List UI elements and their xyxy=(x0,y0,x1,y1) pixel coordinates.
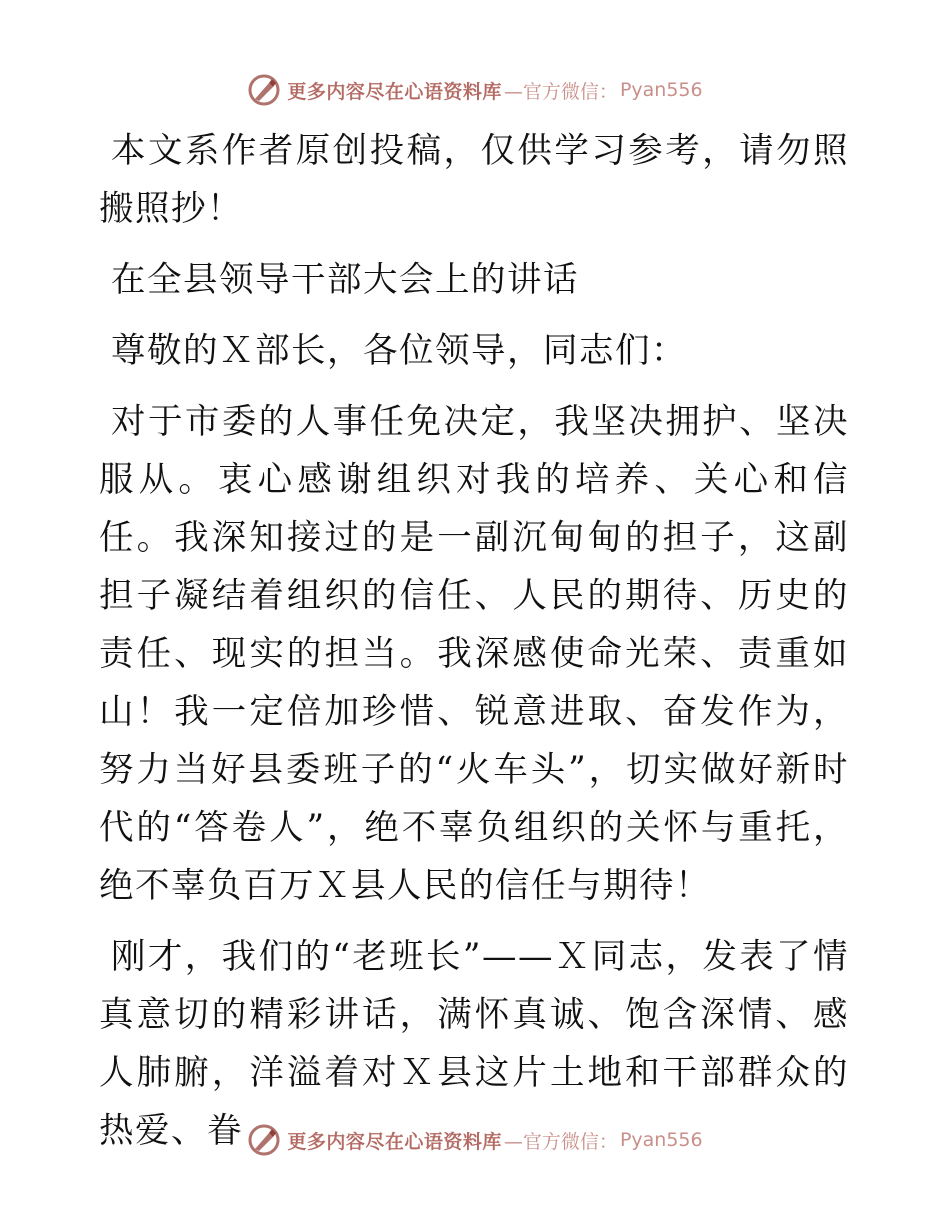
disclaimer-paragraph: 本文系作者原创投稿，仅供学习参考，请勿照搬照抄！ xyxy=(99,131,849,229)
speech-title: 在全县领导干部大会上的讲话 xyxy=(111,260,579,300)
body-paragraph: 刚才，我们的“老班长”——Ｘ同志，发表了情真意切的精彩讲话，满怀真诚、饱含深情、感人肺腑，洋溢着对Ｘ县这片土地和干部群众的热爱、眷 xyxy=(99,937,849,1151)
watermark-wechat-id: Pyan556 xyxy=(619,79,703,101)
pen-logo-icon xyxy=(247,1123,281,1157)
salutation-paragraph: 尊敬的Ｘ部长，各位领导，同志们： xyxy=(111,331,687,371)
watermark-title: 更多内容尽在心语资料库 xyxy=(287,80,502,103)
watermark-label: —官方微信： xyxy=(503,80,618,103)
watermark-title: 更多内容尽在心语资料库 xyxy=(287,1130,502,1153)
watermark-wechat-id: Pyan556 xyxy=(619,1129,703,1151)
footer-watermark xyxy=(0,1120,950,1160)
watermark-label: —官方微信： xyxy=(503,1130,618,1153)
header-watermark xyxy=(0,70,950,110)
body-paragraph: 对于市委的人事任免决定，我坚决拥护、坚决服从。衷心感谢组织对我的培养、关心和信任。我深知接过的是一副沉甸甸的担子，这副担子凝结着组织的信任、人民的期待、历史的责任、现实的担当。我深感使命光荣、责重如山！我一定倍加珍惜、锐意进取、奋发作为，努力当好县委班子的“火车头”，切实做好新时代的“答卷人”，绝不辜负组织的关怀与重托，绝不辜负百万Ｘ县人民的信任与期待！ xyxy=(99,402,849,906)
pen-logo-icon xyxy=(247,73,281,107)
document-body xyxy=(99,122,849,1160)
